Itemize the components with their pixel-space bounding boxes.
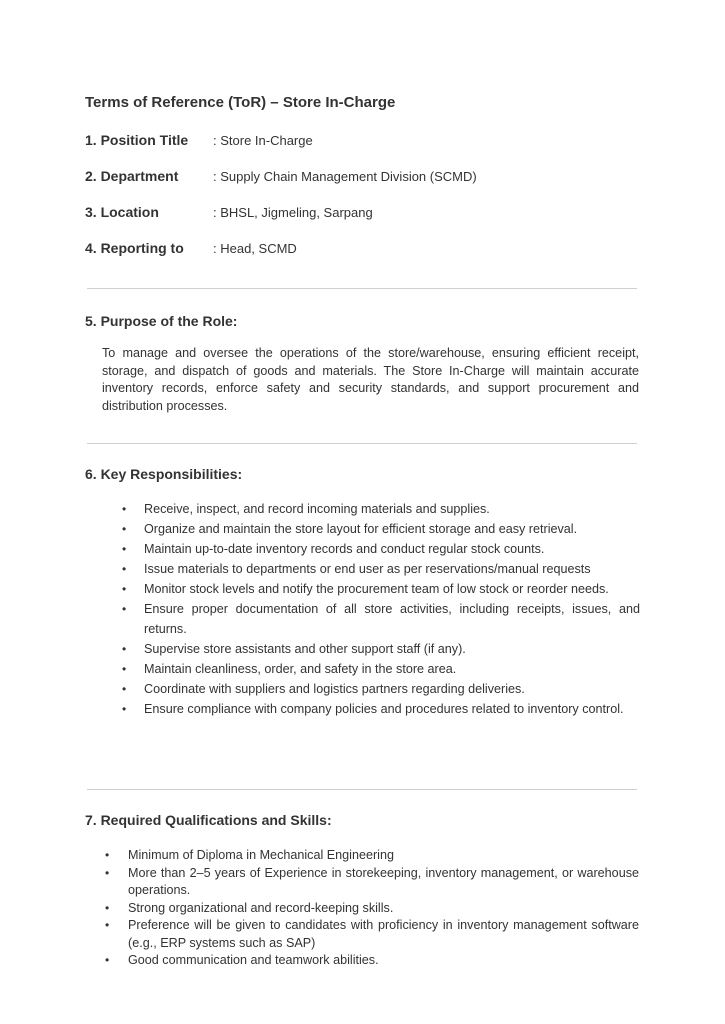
list-item-text: Good communication and teamwork abilities. bbox=[128, 953, 379, 967]
bullet-icon: • bbox=[122, 542, 127, 556]
bullet-icon: • bbox=[105, 918, 110, 932]
list-item bbox=[120, 599, 640, 639]
list-item bbox=[120, 699, 640, 719]
list-item bbox=[103, 952, 639, 970]
list-item bbox=[120, 499, 640, 519]
purpose-heading: 5. Purpose of the Role: bbox=[85, 313, 238, 329]
bullet-icon: • bbox=[122, 602, 127, 616]
info-row-location bbox=[85, 204, 645, 224]
bullet-icon: • bbox=[122, 562, 127, 576]
section-divider bbox=[87, 789, 637, 790]
list-item-text: Preference will be given to candidates with proficiency in inventory management software (e.g., ERP systems such as SAP) bbox=[128, 918, 639, 950]
list-item-text: Ensure proper documentation of all store activities, including receipts, issues, and returns. bbox=[144, 602, 640, 636]
list-item-text: More than 2–5 years of Experience in storekeeping, inventory management, or warehouse operations. bbox=[128, 865, 639, 897]
info-label: 1. Position Title bbox=[85, 132, 189, 148]
list-item bbox=[120, 679, 640, 699]
list-item-text: Issue materials to departments or end user as per reservations/manual requests bbox=[144, 562, 591, 576]
list-item-text: Coordinate with suppliers and logistics partners regarding deliveries. bbox=[144, 682, 525, 696]
list-item bbox=[103, 865, 639, 900]
info-value: : Head, SCMD bbox=[213, 241, 297, 256]
info-value: : Supply Chain Management Division (SCMD) bbox=[213, 169, 477, 184]
section-divider bbox=[87, 288, 637, 289]
bullet-icon: • bbox=[122, 522, 127, 536]
list-item-text: Organize and maintain the store layout for efficient storage and easy retrieval. bbox=[144, 522, 578, 536]
info-row-reporting-to bbox=[85, 240, 645, 260]
info-row-position-title bbox=[85, 132, 645, 152]
section-divider bbox=[87, 443, 637, 444]
list-item bbox=[103, 847, 639, 865]
responsibilities-heading: 6. Key Responsibilities: bbox=[85, 466, 243, 482]
list-item-text: Supervise store assistants and other support staff (if any). bbox=[144, 642, 466, 656]
info-value: : BHSL, Jigmeling, Sarpang bbox=[213, 205, 373, 220]
responsibilities-list bbox=[120, 499, 640, 719]
bullet-icon: • bbox=[122, 682, 127, 696]
list-item-text: Minimum of Diploma in Mechanical Engineering bbox=[128, 848, 394, 862]
list-item bbox=[120, 559, 640, 579]
list-item bbox=[120, 519, 640, 539]
qualifications-list bbox=[103, 847, 639, 970]
info-label: 2. Department bbox=[85, 168, 179, 184]
bullet-icon: • bbox=[105, 848, 110, 862]
document-title: Terms of Reference (ToR) – Store In-Charge bbox=[85, 94, 396, 111]
bullet-icon: • bbox=[122, 642, 127, 656]
info-row-department bbox=[85, 168, 645, 188]
bullet-icon: • bbox=[122, 582, 127, 596]
bullet-icon: • bbox=[105, 900, 110, 915]
bullet-icon: • bbox=[122, 702, 127, 716]
list-item-text: Monitor stock levels and notify the procurement team of low stock or reorder needs. bbox=[144, 582, 609, 596]
list-item bbox=[120, 659, 640, 679]
list-item bbox=[120, 579, 640, 599]
list-item bbox=[103, 900, 639, 918]
qualifications-heading: 7. Required Qualifications and Skills: bbox=[85, 812, 332, 828]
bullet-icon: • bbox=[105, 865, 110, 880]
info-label: 4. Reporting to bbox=[85, 240, 184, 256]
list-item-text: Maintain cleanliness, order, and safety in the store area. bbox=[144, 662, 457, 676]
bullet-icon: • bbox=[122, 662, 127, 676]
list-item bbox=[120, 539, 640, 559]
info-value: : Store In-Charge bbox=[213, 133, 313, 148]
info-label: 3. Location bbox=[85, 204, 159, 220]
purpose-text: To manage and oversee the operations of the store/warehouse, ensuring efficient receipt, storage, and dispatch of goods and materials. The Store In-Charge will maintain accurate inventory records, enforce safety and security standards, and support procurement and distribution processes. bbox=[102, 346, 639, 413]
list-item bbox=[120, 639, 640, 659]
bullet-icon: • bbox=[122, 502, 127, 516]
list-item bbox=[103, 917, 639, 952]
list-item-text: Strong organizational and record-keeping skills. bbox=[128, 900, 394, 915]
bullet-icon: • bbox=[105, 953, 110, 967]
list-item-text: Maintain up-to-date inventory records and conduct regular stock counts. bbox=[144, 542, 545, 556]
list-item-text: Ensure compliance with company policies and procedures related to inventory control. bbox=[144, 702, 624, 716]
list-item-text: Receive, inspect, and record incoming materials and supplies. bbox=[144, 502, 490, 516]
